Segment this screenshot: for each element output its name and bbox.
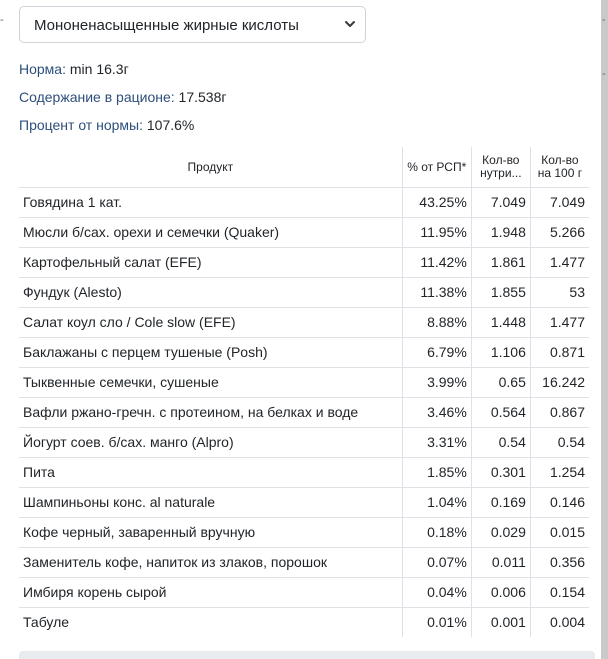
table-row [19, 428, 589, 458]
table-row [19, 608, 589, 638]
pct-rsp-cell: 11.38% [402, 278, 471, 308]
product-name-cell: Имбиря корень сырой [19, 578, 402, 608]
qty-cell: 0.029 [471, 518, 530, 548]
qty-cell: 0.001 [471, 608, 530, 638]
content-value: 17.538г [178, 89, 227, 105]
table-row [19, 188, 589, 218]
qty-100g-cell: 16.242 [530, 368, 589, 398]
qty-100g-cell: 0.004 [530, 608, 589, 638]
pct-rsp-cell: 0.07% [402, 548, 471, 578]
table-row [19, 248, 589, 278]
background-page-edge [601, 0, 608, 659]
nutrient-select[interactable] [19, 6, 366, 43]
product-name-cell: Заменитель кофе, напиток из злаков, порошок [19, 548, 402, 578]
column-header-pct-rsp[interactable]: % от РСП* [402, 147, 471, 188]
percent-stat [19, 117, 194, 133]
table-row [19, 308, 589, 338]
qty-cell: 0.011 [471, 548, 530, 578]
table-row [19, 278, 589, 308]
qty-100g-cell: 0.015 [530, 518, 589, 548]
qty-cell: 0.006 [471, 578, 530, 608]
nutrient-breakdown-dialog [6, 0, 601, 659]
table-header-row [19, 147, 589, 188]
table-row [19, 398, 589, 428]
pct-rsp-cell: 0.18% [402, 518, 471, 548]
qty-100g-cell: 0.356 [530, 548, 589, 578]
qty-cell: 0.564 [471, 398, 530, 428]
qty-cell: 0.301 [471, 458, 530, 488]
background-page-marker-right-mid: - [602, 68, 606, 80]
products-table [19, 147, 589, 637]
column-header-qty[interactable]: Кол-во нутри... [471, 147, 530, 188]
product-name-cell: Кофе черный, заваренный вручную [19, 518, 402, 548]
column-header-product[interactable]: Продукт [19, 147, 402, 188]
content-stat [19, 89, 226, 105]
qty-100g-cell: 1.254 [530, 458, 589, 488]
qty-cell: 1.106 [471, 338, 530, 368]
product-name-cell: Говядина 1 кат. [19, 188, 402, 218]
pct-rsp-cell: 8.88% [402, 308, 471, 338]
product-name-cell: Йогурт соев. б/сах. манго (Alpro) [19, 428, 402, 458]
background-page-marker-right-top: - [602, 14, 606, 26]
product-name-cell: Шампиньоны конс. al naturale [19, 488, 402, 518]
qty-cell: 7.049 [471, 188, 530, 218]
pct-rsp-cell: 3.31% [402, 428, 471, 458]
product-name-cell: Тыквенные семечки, сушеные [19, 368, 402, 398]
background-page-marker-left: - [0, 14, 4, 26]
qty-cell: 1.855 [471, 278, 530, 308]
percent-label: Процент от нормы: [19, 117, 143, 133]
qty-cell: 1.448 [471, 308, 530, 338]
pct-rsp-cell: 6.79% [402, 338, 471, 368]
qty-100g-cell: 7.049 [530, 188, 589, 218]
pct-rsp-cell: 0.01% [402, 608, 471, 638]
product-name-cell: Вафли ржано-гречн. с протеином, на белках и воде [19, 398, 402, 428]
norm-value: min 16.3г [69, 61, 129, 77]
qty-cell: 1.861 [471, 248, 530, 278]
qty-100g-cell: 0.867 [530, 398, 589, 428]
content-label: Содержание в рационе: [19, 89, 175, 105]
pct-rsp-cell: 11.42% [402, 248, 471, 278]
norm-label: Норма: [19, 61, 66, 77]
product-name-cell: Фундук (Alesto) [19, 278, 402, 308]
product-name-cell: Табуле [23, 614, 70, 630]
qty-100g-cell: 1.477 [530, 308, 589, 338]
qty-100g-cell: 1.477 [530, 248, 589, 278]
product-name-cell: Мюсли б/сах. орехи и семечки (Quaker) [19, 218, 402, 248]
pct-rsp-cell: 1.85% [402, 458, 471, 488]
pct-rsp-cell: 11.95% [402, 218, 471, 248]
table-row [19, 458, 589, 488]
norm-stat [19, 61, 129, 77]
pct-rsp-cell: 43.25% [402, 188, 471, 218]
table-row [19, 338, 589, 368]
table-row [19, 218, 589, 248]
qty-100g-cell: 0.871 [530, 338, 589, 368]
qty-100g-cell: 0.54 [530, 428, 589, 458]
bottom-panel-edge [19, 651, 595, 659]
table-row [19, 488, 589, 518]
nutrient-select-value: Мононенасыщенные жирные кислоты [34, 17, 299, 34]
qty-100g-cell: 0.154 [530, 578, 589, 608]
qty-100g-cell: 5.266 [530, 218, 589, 248]
product-name-cell: Картофельный салат (EFE) [19, 248, 402, 278]
chevron-down-icon [344, 18, 356, 30]
qty-100g-cell: 0.146 [530, 488, 589, 518]
table-row [19, 578, 589, 608]
percent-value: 107.6% [146, 117, 195, 133]
qty-cell: 0.54 [471, 428, 530, 458]
product-name-cell: Баклажаны с перцем тушеные (Posh) [19, 338, 402, 368]
pct-rsp-cell: 3.99% [402, 368, 471, 398]
qty-cell: 0.169 [471, 488, 530, 518]
pct-rsp-cell: 1.04% [402, 488, 471, 518]
pct-rsp-cell: 0.04% [402, 578, 471, 608]
product-name-cell: Салат коул сло / Cole slow (EFE) [19, 308, 402, 338]
qty-cell: 0.65 [471, 368, 530, 398]
column-header-qty-100g[interactable]: Кол-во на 100 г [530, 147, 589, 188]
table-row [19, 368, 589, 398]
table-row [19, 518, 589, 548]
qty-100g-cell: 53 [530, 278, 589, 308]
product-name-cell: Пита [19, 458, 402, 488]
qty-cell: 1.948 [471, 218, 530, 248]
pct-rsp-cell: 3.46% [402, 398, 471, 428]
table-row [19, 548, 589, 578]
